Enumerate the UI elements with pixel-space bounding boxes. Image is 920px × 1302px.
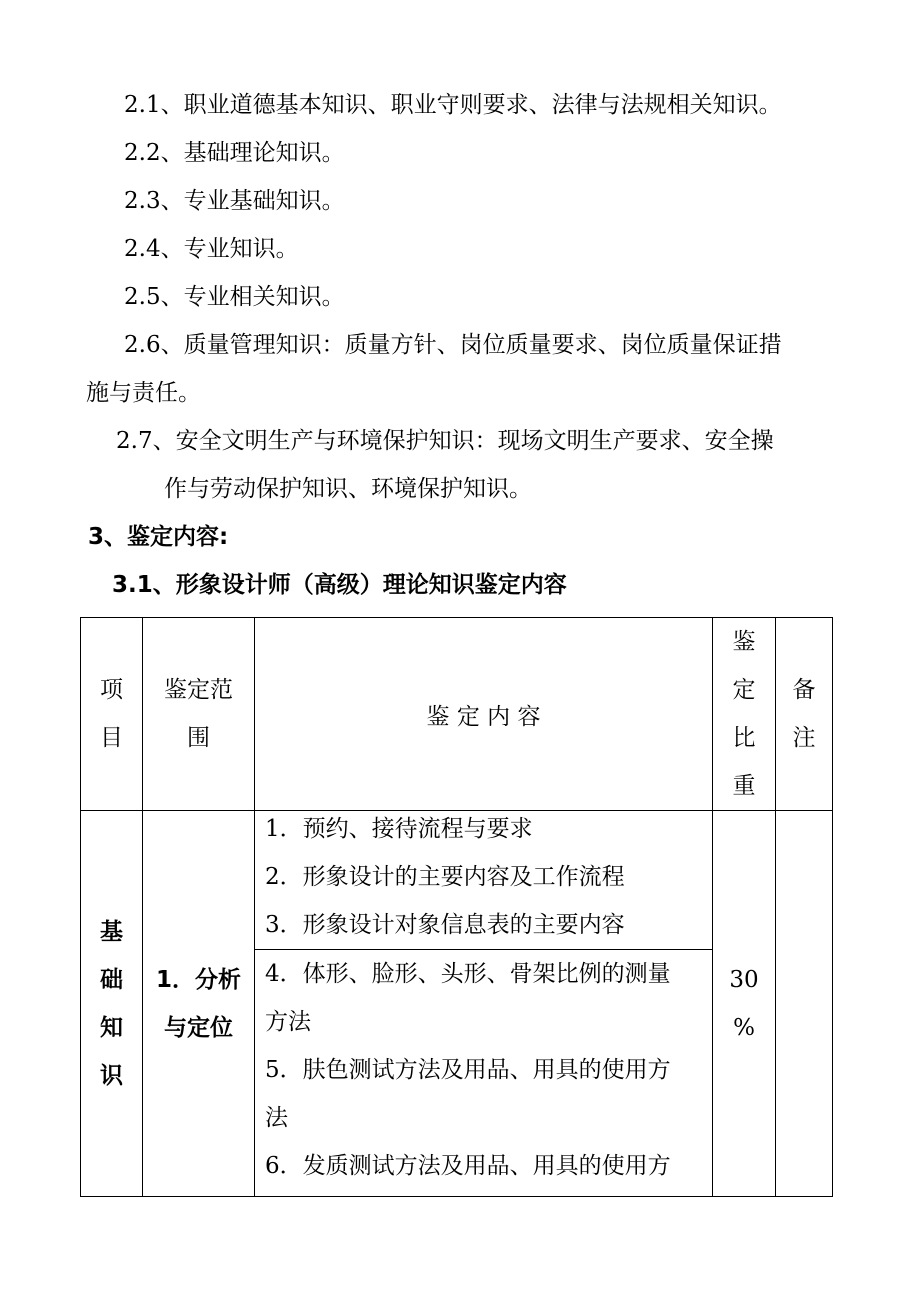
row-project-line-4: 识 [100, 1062, 123, 1089]
header-remarks [776, 618, 833, 811]
paragraph-2-1: 2.1、职业道德基本知识、职业守则要求、法律与法规相关知识。 [124, 92, 782, 118]
row-project-line-2: 础 [100, 966, 123, 993]
header-remarks-line-2: 注 [792, 725, 816, 751]
header-weight-line-1: 鉴 [732, 629, 756, 655]
paragraph-2-7-cont: 作与劳动保护知识、环境保护知识。 [164, 476, 532, 502]
header-project-line-2: 目 [100, 725, 123, 751]
row-project-line-3: 知 [100, 1014, 123, 1041]
paragraph-2-6: 2.6、质量管理知识：质量方针、岗位质量要求、岗位质量保证措 [124, 332, 782, 358]
header-content: 鉴 定 内 容 [255, 618, 713, 811]
header-weight [713, 618, 776, 811]
paragraph-2-4: 2.4、专业知识。 [124, 236, 299, 262]
content-item-5-cont: 法 [265, 1105, 288, 1131]
content-item-4: 4．体形、脸形、头形、骨架比例的测量 [265, 961, 671, 987]
table-row [81, 811, 833, 1197]
paragraph-2-2: 2.2、基础理论知识。 [124, 140, 345, 166]
content-item-2: 2．形象设计的主要内容及工作流程 [265, 864, 625, 890]
content-item-3: 3．形象设计对象信息表的主要内容 [265, 912, 625, 938]
row-project [81, 811, 143, 1197]
content-group-b [255, 950, 712, 1190]
paragraph-2-5: 2.5、专业相关知识。 [124, 284, 345, 310]
content-item-6: 6．发质测试方法及用品、用具的使用方 [265, 1153, 671, 1179]
content-group-a [255, 805, 712, 950]
section-heading: 3、鉴定内容: [88, 524, 229, 550]
row-weight-percent: % [733, 1014, 755, 1041]
header-weight-line-4: 重 [732, 773, 756, 799]
header-weight-line-2: 定 [732, 677, 756, 703]
row-weight-value: 30 [729, 966, 759, 993]
header-weight-line-3: 比 [732, 725, 756, 751]
row-scope [143, 811, 255, 1197]
subsection-heading: 3.1、形象设计师（高级）理论知识鉴定内容 [112, 572, 567, 598]
row-remarks [776, 811, 833, 1197]
content-item-4-cont: 方法 [265, 1009, 311, 1035]
row-project-line-1: 基 [100, 918, 123, 945]
content-item-1: 1．预约、接待流程与要求 [265, 816, 533, 842]
row-content [255, 811, 713, 1197]
row-weight [713, 811, 776, 1197]
header-project-line-1: 项 [100, 677, 123, 703]
header-scope-line-2: 围 [187, 725, 210, 751]
table-header-row [81, 618, 833, 811]
paragraph-2-3: 2.3、专业基础知识。 [124, 188, 345, 214]
paragraph-2-7: 2.7、安全文明生产与环境保护知识：现场文明生产要求、安全操 [116, 428, 774, 454]
row-scope-line-1: 1．分析 [155, 966, 241, 993]
assessment-table [80, 617, 833, 1197]
content-item-5: 5．肤色测试方法及用品、用具的使用方 [265, 1057, 671, 1083]
row-scope-line-2: 与定位 [164, 1014, 233, 1041]
paragraph-2-6-cont: 施与责任。 [86, 380, 201, 406]
header-scope [143, 618, 255, 811]
header-remarks-line-1: 备 [792, 677, 816, 703]
header-scope-line-1: 鉴定范 [164, 677, 233, 703]
header-project [81, 618, 143, 811]
